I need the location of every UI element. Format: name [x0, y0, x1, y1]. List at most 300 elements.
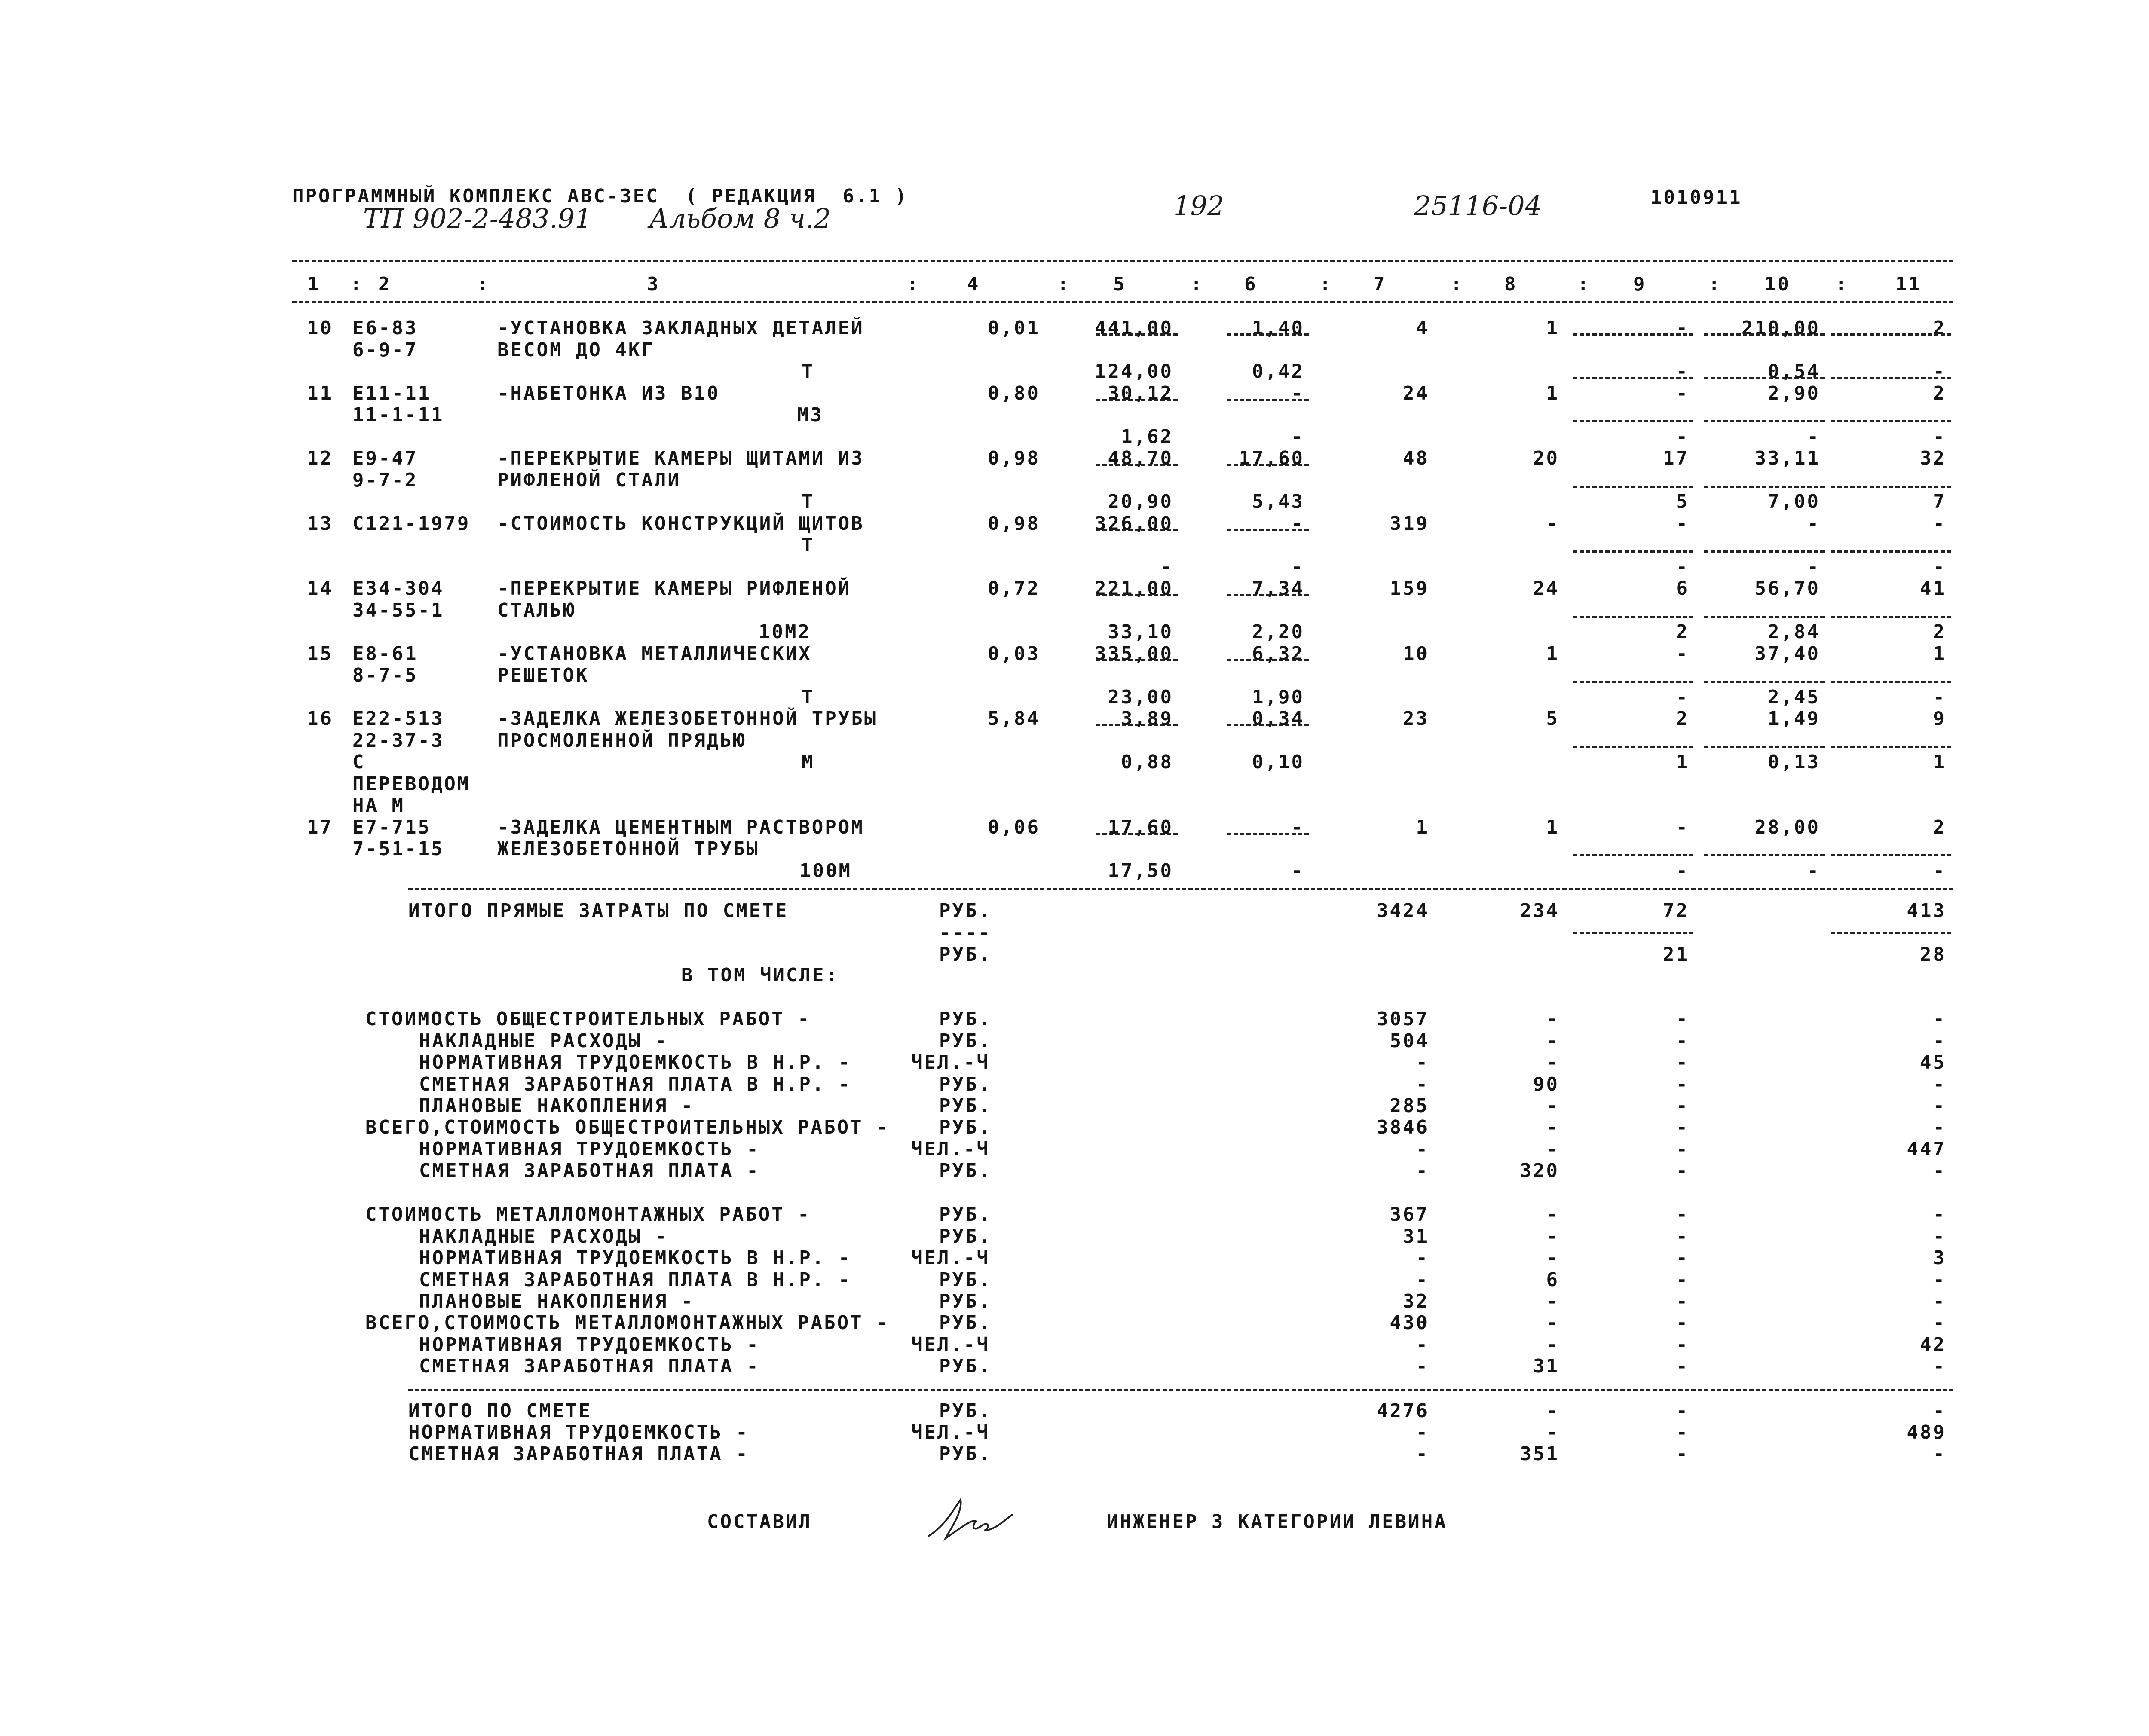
cell-col-10: 0,54 [1768, 361, 1820, 382]
breakdown-col-8: - [1546, 1095, 1559, 1117]
cell-col-7: 48 [1403, 447, 1429, 469]
row-unit: Т [802, 491, 815, 513]
row-description: РЕШЕТОК [497, 664, 589, 686]
cell-col-5: 441,00 [1095, 317, 1173, 339]
breakdown-col-9: - [1676, 1334, 1689, 1356]
sub-rule [1573, 746, 1693, 748]
direct-wage-unit: РУБ. [939, 944, 992, 966]
breakdown-col-8: - [1546, 1334, 1559, 1356]
breakdown-label: ПЛАНОВЫЕ НАКОПЛЕНИЯ - [419, 1290, 695, 1312]
sub-rule [1096, 594, 1178, 596]
compiled-by-label: СОСТАВИЛ [707, 1511, 812, 1533]
sub-rule [1227, 399, 1309, 401]
grand-total-col-8: - [1546, 1421, 1559, 1443]
breakdown-col-7: - [1416, 1247, 1429, 1269]
column-separator: : [1451, 273, 1464, 295]
cell-col-8: 1 [1546, 642, 1559, 665]
breakdown-col-7: 32 [1403, 1290, 1429, 1312]
cell-col-5: 326,00 [1095, 512, 1173, 535]
grand-total-label: СМЕТНАЯ ЗАРАБОТНАЯ ПЛАТА - [408, 1443, 749, 1465]
row-unit: 10М2 [759, 621, 811, 643]
sub-rule [1704, 681, 1825, 683]
cell-col-10: 0,13 [1768, 751, 1820, 773]
breakdown-col-8: - [1546, 1008, 1559, 1030]
cell-col-11: - [1933, 361, 1946, 382]
breakdown-unit: ЧЕЛ.-Ч [911, 1247, 990, 1269]
grand-total-col-8: 351 [1520, 1443, 1559, 1465]
row-description: -ПЕРЕКРЫТИЕ КАМЕРЫ ЩИТАМИ ИЗ [497, 447, 864, 469]
sub-rule [1573, 377, 1693, 379]
breakdown-col-7: - [1416, 1355, 1429, 1377]
cell-col-9: - [1676, 382, 1689, 404]
direct-costs-col-7: 3424 [1377, 900, 1429, 922]
cell-col-10: - [1807, 556, 1820, 578]
row-unit: Т [802, 686, 815, 708]
grand-total-col-7: - [1416, 1421, 1429, 1443]
breakdown-col-9: - [1676, 1312, 1689, 1334]
breakdown-col-9: - [1676, 1073, 1689, 1095]
grand-total-unit: РУБ. [939, 1400, 992, 1422]
row-position-number: 13 [307, 512, 333, 535]
cell-col-9: 5 [1676, 491, 1689, 513]
breakdown-col-9: - [1676, 1355, 1689, 1377]
grand-total-label: ИТОГО ПО СМЕТЕ [408, 1400, 592, 1422]
cell-col-4: 0,03 [988, 642, 1040, 665]
breakdown-label: ВСЕГО,СТОИМОСТЬ МЕТАЛЛОМОНТАЖНЫХ РАБОТ - [365, 1312, 890, 1334]
sub-rule [1227, 594, 1309, 596]
breakdown-unit: РУБ. [939, 1030, 992, 1052]
breakdown-col-7: 31 [1403, 1226, 1429, 1247]
cell-col-5: 48,70 [1108, 447, 1173, 469]
cell-col-5: 33,10 [1108, 621, 1173, 643]
sub-rule [1096, 464, 1178, 466]
cell-col-11: 2 [1933, 382, 1946, 404]
breakdown-col-9: - [1676, 1204, 1689, 1226]
grand-total-col-8: - [1546, 1400, 1559, 1422]
cell-col-9: - [1676, 317, 1689, 339]
row-norm-code: 34-55-1 [352, 599, 444, 621]
column-header-9: 9 [1633, 273, 1647, 295]
breakdown-unit: РУБ. [939, 1116, 992, 1138]
cell-col-11: 32 [1920, 447, 1946, 469]
row-description: -УСТАНОВКА ЗАКЛАДНЫХ ДЕТАЛЕЙ [497, 317, 864, 339]
column-header-1: 1 [307, 273, 321, 295]
cell-col-8: 1 [1546, 382, 1559, 404]
sub-rule [1704, 746, 1825, 748]
breakdown-col-7: 430 [1390, 1312, 1429, 1334]
cell-col-10: 1,49 [1768, 708, 1820, 730]
cell-col-6: 6,32 [1252, 642, 1304, 665]
breakdown-label: СМЕТНАЯ ЗАРАБОТНАЯ ПЛАТА В Н.Р. - [419, 1073, 852, 1095]
column-separator: : [1319, 273, 1333, 295]
cell-col-6: 2,20 [1252, 621, 1304, 643]
cell-col-9: 6 [1676, 578, 1689, 599]
breakdown-col-7: - [1416, 1334, 1429, 1356]
row-norm-code: Е7-715 [352, 816, 431, 838]
cell-col-11: 2 [1933, 816, 1946, 838]
breakdown-col-7: 504 [1390, 1030, 1429, 1052]
row-norm-code: Е11-11 [352, 382, 431, 404]
breakdown-label: НОРМАТИВНАЯ ТРУДОЕМКОСТЬ - [419, 1334, 760, 1356]
row-unit: М [802, 751, 815, 773]
cell-col-10: 28,00 [1754, 816, 1820, 838]
cell-col-5: 124,00 [1095, 361, 1173, 382]
row-description: -ПЕРЕКРЫТИЕ КАМЕРЫ РИФЛЕНОЙ [497, 578, 851, 599]
row-norm-code: Е9-47 [352, 447, 418, 469]
breakdown-label: СТОИМОСТЬ ОБЩЕСТРОИТЕЛЬНЫХ РАБОТ - [365, 1008, 811, 1030]
breakdown-col-11: 45 [1920, 1051, 1946, 1073]
breakdown-col-8: - [1546, 1226, 1559, 1247]
cell-col-10: 33,11 [1754, 447, 1820, 469]
cell-col-6: 0,10 [1252, 751, 1304, 773]
handwritten-project-code: ТП 902-2-483.91 [363, 203, 592, 234]
sub-rule [1573, 681, 1693, 683]
cell-col-8: 5 [1546, 708, 1559, 730]
sub-rule [1831, 550, 1951, 553]
row-unit: Т [802, 361, 815, 382]
cell-col-5: 1,62 [1121, 425, 1173, 448]
sub-rule [1831, 420, 1951, 422]
row-description: -УСТАНОВКА МЕТАЛЛИЧЕСКИХ [497, 642, 812, 665]
cell-col-10: 37,40 [1754, 642, 1820, 665]
breakdown-label: СТОИМОСТЬ МЕТАЛЛОМОНТАЖНЫХ РАБОТ - [365, 1204, 811, 1226]
breakdown-col-11: - [1933, 1160, 1946, 1182]
cell-col-7: 24 [1403, 382, 1429, 404]
breakdown-col-8: - [1546, 1030, 1559, 1052]
breakdown-col-11: - [1933, 1355, 1946, 1377]
breakdown-col-11: - [1933, 1312, 1946, 1334]
breakdown-col-7: 367 [1390, 1204, 1429, 1226]
breakdown-col-11: 42 [1920, 1334, 1946, 1356]
column-separator: : [350, 273, 364, 295]
breakdown-col-9: - [1676, 1116, 1689, 1138]
breakdown-col-11: - [1933, 1116, 1946, 1138]
cell-col-11: 2 [1933, 621, 1946, 643]
breakdown-col-9: - [1676, 1269, 1689, 1291]
sub-rule [1227, 529, 1309, 531]
cell-col-5: 335,00 [1095, 642, 1173, 665]
cell-col-6: 7,34 [1252, 578, 1304, 599]
row-norm-code: С [352, 751, 366, 773]
row-description: -НАБЕТОНКА ИЗ В10 [497, 382, 720, 404]
sub-rule [1573, 420, 1693, 422]
row-norm-code: 9-7-2 [352, 469, 418, 491]
breakdown-col-9: - [1676, 1095, 1689, 1117]
breakdown-col-9: - [1676, 1160, 1689, 1182]
sub-rule [1704, 377, 1825, 379]
breakdown-col-7: 285 [1390, 1095, 1429, 1117]
grand-total-col-7: 4276 [1377, 1400, 1429, 1422]
cell-col-9: - [1676, 686, 1689, 708]
sub-rule [1831, 333, 1951, 336]
sub-rule [1831, 616, 1951, 618]
cell-col-11: 7 [1933, 491, 1946, 513]
cell-col-8: - [1546, 512, 1559, 535]
breakdown-col-8: - [1546, 1312, 1559, 1334]
cell-col-11: - [1933, 425, 1946, 448]
breakdown-unit: РУБ. [939, 1008, 992, 1030]
breakdown-col-9: - [1676, 1226, 1689, 1247]
breakdown-unit: РУБ. [939, 1204, 992, 1226]
breakdown-col-8: 6 [1546, 1269, 1559, 1291]
breakdown-label: ПЛАНОВЫЕ НАКОПЛЕНИЯ - [419, 1095, 695, 1117]
cell-col-10: 2,45 [1768, 686, 1820, 708]
cell-col-5: 20,90 [1108, 491, 1173, 513]
row-description: -ЗАДЕЛКА ЖЕЛЕЗОБЕТОННОЙ ТРУБЫ [497, 708, 878, 730]
breakdown-col-11: - [1933, 1269, 1946, 1291]
breakdown-col-9: - [1676, 1030, 1689, 1052]
breakdown-col-9: - [1676, 1290, 1689, 1312]
column-separator: : [1708, 273, 1722, 295]
cell-col-9: 17 [1663, 447, 1689, 469]
cell-col-5: 17,50 [1108, 859, 1173, 882]
column-separator: : [907, 273, 920, 295]
cell-col-9: 1 [1676, 751, 1689, 773]
cell-col-9: - [1676, 859, 1689, 882]
breakdown-col-8: - [1546, 1204, 1559, 1226]
cell-col-9: - [1676, 556, 1689, 578]
grand-total-unit: ЧЕЛ.-Ч [911, 1421, 990, 1443]
cell-col-4: 5,84 [988, 708, 1040, 730]
cell-col-7: 23 [1403, 708, 1429, 730]
cell-col-5: 23,00 [1108, 686, 1173, 708]
breakdown-unit: ЧЕЛ.-Ч [911, 1138, 990, 1160]
breakdown-unit: РУБ. [939, 1355, 992, 1377]
row-description: ПРОСМОЛЕННОЙ ПРЯДЬЮ [497, 729, 747, 752]
cell-col-5: 221,00 [1095, 578, 1173, 599]
breakdown-col-11: 3 [1933, 1247, 1946, 1269]
compiler-name: ИНЖЕНЕР 3 КАТЕГОРИИ ЛЕВИНА [1107, 1511, 1448, 1533]
breakdown-label: НАКЛАДНЫЕ РАСХОДЫ - [419, 1226, 668, 1247]
sub-rule [1573, 854, 1693, 856]
breakdown-col-8: - [1546, 1290, 1559, 1312]
cell-col-11: 1 [1933, 642, 1946, 665]
column-header-6: 6 [1244, 273, 1258, 295]
sub-rule [1573, 550, 1693, 553]
breakdown-col-7: 3057 [1377, 1008, 1429, 1030]
sub-rule [1573, 932, 1693, 934]
breakdown-col-9: - [1676, 1008, 1689, 1030]
sub-rule [1227, 724, 1309, 726]
row-position-number: 12 [307, 447, 333, 469]
cell-col-9: - [1676, 512, 1689, 535]
handwritten-sheet-number: 25116-04 [1414, 190, 1542, 221]
breakdown-col-8: - [1546, 1116, 1559, 1138]
sub-rule [1704, 486, 1825, 488]
cell-col-10: 56,70 [1754, 578, 1820, 599]
row-norm-code: 7-51-15 [352, 838, 444, 860]
row-norm-code: 22-37-3 [352, 729, 444, 752]
row-norm-code: Е34-304 [352, 578, 444, 599]
grand-total-col-11: - [1933, 1400, 1946, 1422]
cell-col-10: 2,84 [1768, 621, 1820, 643]
row-unit: 100М [799, 859, 852, 882]
cell-col-5: 17,60 [1108, 816, 1173, 838]
breakdown-unit: РУБ. [939, 1226, 992, 1247]
breakdown-unit: РУБ. [939, 1312, 992, 1334]
breakdown-col-11: - [1933, 1226, 1946, 1247]
breakdown-label: СМЕТНАЯ ЗАРАБОТНАЯ ПЛАТА В Н.Р. - [419, 1269, 852, 1291]
direct-costs-label: ИТОГО ПРЯМЫЕ ЗАТРАТЫ ПО СМЕТЕ [408, 900, 789, 922]
cell-col-8: 24 [1533, 578, 1559, 599]
grand-total-rule [408, 1389, 1953, 1391]
sub-rule [1227, 333, 1309, 336]
cell-col-5: 3,89 [1121, 708, 1173, 730]
column-separator: : [1057, 273, 1071, 295]
breakdown-col-7: - [1416, 1073, 1429, 1095]
table-end-rule [408, 888, 1953, 890]
row-description: ЖЕЛЕЗОБЕТОННОЙ ТРУБЫ [497, 838, 759, 860]
row-norm-code: ПЕРЕВОДОМ [352, 773, 471, 795]
breakdown-label: НОРМАТИВНАЯ ТРУДОЕМКОСТЬ В Н.Р. - [419, 1051, 852, 1073]
column-header-8: 8 [1504, 273, 1518, 295]
sub-rule [1704, 854, 1825, 856]
cell-col-10: - [1807, 425, 1820, 448]
breakdown-col-8: - [1546, 1051, 1559, 1073]
breakdown-col-8: 31 [1533, 1355, 1559, 1377]
row-position-number: 16 [307, 708, 333, 730]
row-description: РИФЛЕНОЙ СТАЛИ [497, 469, 681, 491]
sub-rule [1096, 724, 1178, 726]
grand-total-col-11: 489 [1907, 1421, 1946, 1443]
cell-col-6: 5,43 [1252, 491, 1304, 513]
cell-col-7: 1 [1416, 816, 1429, 838]
sub-rule [1096, 529, 1178, 531]
cell-col-4: 0,98 [988, 512, 1040, 535]
sub-rule [1227, 464, 1309, 466]
breakdown-col-11: - [1933, 1290, 1946, 1312]
direct-costs-col-11: 413 [1907, 900, 1946, 922]
breakdown-unit: РУБ. [939, 1073, 992, 1095]
cell-col-6: - [1291, 382, 1304, 404]
document-code: 1010911 [1650, 186, 1742, 208]
direct-costs-unit-separator: ---- [939, 922, 992, 944]
cell-col-4: 0,98 [988, 447, 1040, 469]
row-position-number: 11 [307, 382, 333, 404]
direct-costs-unit: РУБ. [939, 900, 992, 922]
row-description: ВЕСОМ ДО 4КГ [497, 339, 655, 361]
sub-rule [1227, 833, 1309, 835]
cell-col-6: 0,42 [1252, 361, 1304, 382]
breakdown-col-8: - [1546, 1138, 1559, 1160]
column-header-7: 7 [1373, 273, 1387, 295]
cell-col-11: - [1933, 556, 1946, 578]
column-separator: : [1835, 273, 1849, 295]
row-unit: Т [802, 534, 815, 556]
direct-wage-col-9: 21 [1663, 944, 1689, 966]
sub-rule [1096, 659, 1178, 661]
row-norm-code: Е8-61 [352, 642, 418, 665]
cell-col-10: - [1807, 512, 1820, 535]
breakdown-col-7: - [1416, 1051, 1429, 1073]
breakdown-col-11: - [1933, 1073, 1946, 1095]
row-position-number: 10 [307, 317, 333, 339]
breakdown-col-9: - [1676, 1247, 1689, 1269]
column-header-3: 3 [647, 273, 660, 295]
cell-col-5: - [1160, 556, 1173, 578]
cell-col-6: 17,60 [1239, 447, 1304, 469]
grand-total-col-11: - [1933, 1443, 1946, 1465]
grand-total-col-9: - [1676, 1400, 1689, 1422]
cell-col-4: 0,01 [988, 317, 1040, 339]
cell-col-7: 10 [1403, 642, 1429, 665]
cell-col-10: - [1807, 859, 1820, 882]
breakdown-col-11: - [1933, 1008, 1946, 1030]
cell-col-10: 210,00 [1742, 317, 1820, 339]
cell-col-11: 2 [1933, 317, 1946, 339]
direct-costs-col-9: 72 [1663, 900, 1689, 922]
sub-rule [1096, 399, 1178, 401]
cell-col-4: 0,72 [988, 578, 1040, 599]
row-description: -ЗАДЕЛКА ЦЕМЕНТНЫМ РАСТВОРОМ [497, 816, 864, 838]
breakdown-col-9: - [1676, 1138, 1689, 1160]
cell-col-6: 1,90 [1252, 686, 1304, 708]
grand-total-unit: РУБ. [939, 1443, 992, 1465]
sub-rule [1831, 746, 1951, 748]
row-position-number: 14 [307, 578, 333, 599]
breakdown-label: НОРМАТИВНАЯ ТРУДОЕМКОСТЬ В Н.Р. - [419, 1247, 852, 1269]
direct-wage-col-11: 28 [1920, 944, 1946, 966]
row-norm-code: 6-9-7 [352, 339, 418, 361]
breakdown-unit: РУБ. [939, 1160, 992, 1182]
row-norm-code: 8-7-5 [352, 664, 418, 686]
cell-col-7: 159 [1390, 578, 1429, 599]
row-norm-code: 11-1-11 [352, 404, 444, 426]
grand-total-col-9: - [1676, 1443, 1689, 1465]
sub-rule [1831, 854, 1951, 856]
breakdown-unit: РУБ. [939, 1095, 992, 1117]
sub-rule [1704, 333, 1825, 336]
sub-rule [1227, 659, 1309, 661]
column-separator: : [1191, 273, 1204, 295]
sub-rule [1704, 616, 1825, 618]
breakdown-col-7: - [1416, 1138, 1429, 1160]
sub-rule [1573, 333, 1693, 336]
program-title: ПРОГРАММНЫЙ КОМПЛЕКС АВС-3ЕС ( РЕДАКЦИЯ 6.1 ) [292, 185, 909, 207]
sub-rule [1096, 333, 1178, 336]
cell-col-11: - [1933, 686, 1946, 708]
column-header-2: 2 [378, 273, 392, 295]
cell-col-9: - [1676, 361, 1689, 382]
cell-col-9: - [1676, 425, 1689, 448]
breakdown-unit: РУБ. [939, 1290, 992, 1312]
cell-col-11: - [1933, 512, 1946, 535]
breakdown-col-11: - [1933, 1095, 1946, 1117]
sub-rule [1831, 377, 1951, 379]
row-description: -СТОИМОСТЬ КОНСТРУКЦИЙ ЩИТОВ [497, 512, 864, 535]
column-header-10: 10 [1764, 273, 1791, 295]
grand-total-label: НОРМАТИВНАЯ ТРУДОЕМКОСТЬ - [408, 1421, 749, 1443]
cell-col-5: 30,12 [1108, 382, 1173, 404]
sub-rule [1704, 550, 1825, 553]
column-separator: : [477, 273, 490, 295]
sub-rule [1831, 486, 1951, 488]
breakdown-col-11: 447 [1907, 1138, 1946, 1160]
column-separator: : [1577, 273, 1591, 295]
cell-col-9: 2 [1676, 708, 1689, 730]
cell-col-11: 41 [1920, 578, 1946, 599]
cell-col-6: - [1291, 816, 1304, 838]
cell-col-6: - [1291, 556, 1304, 578]
cell-col-6: 1,40 [1252, 317, 1304, 339]
breakdown-label: СМЕТНАЯ ЗАРАБОТНАЯ ПЛАТА - [419, 1160, 760, 1182]
cell-col-6: 0,34 [1252, 708, 1304, 730]
cell-col-8: 1 [1546, 317, 1559, 339]
row-position-number: 15 [307, 642, 333, 665]
breakdown-col-7: 3846 [1377, 1116, 1429, 1138]
sub-rule [1831, 681, 1951, 683]
cell-col-5: 0,88 [1121, 751, 1173, 773]
